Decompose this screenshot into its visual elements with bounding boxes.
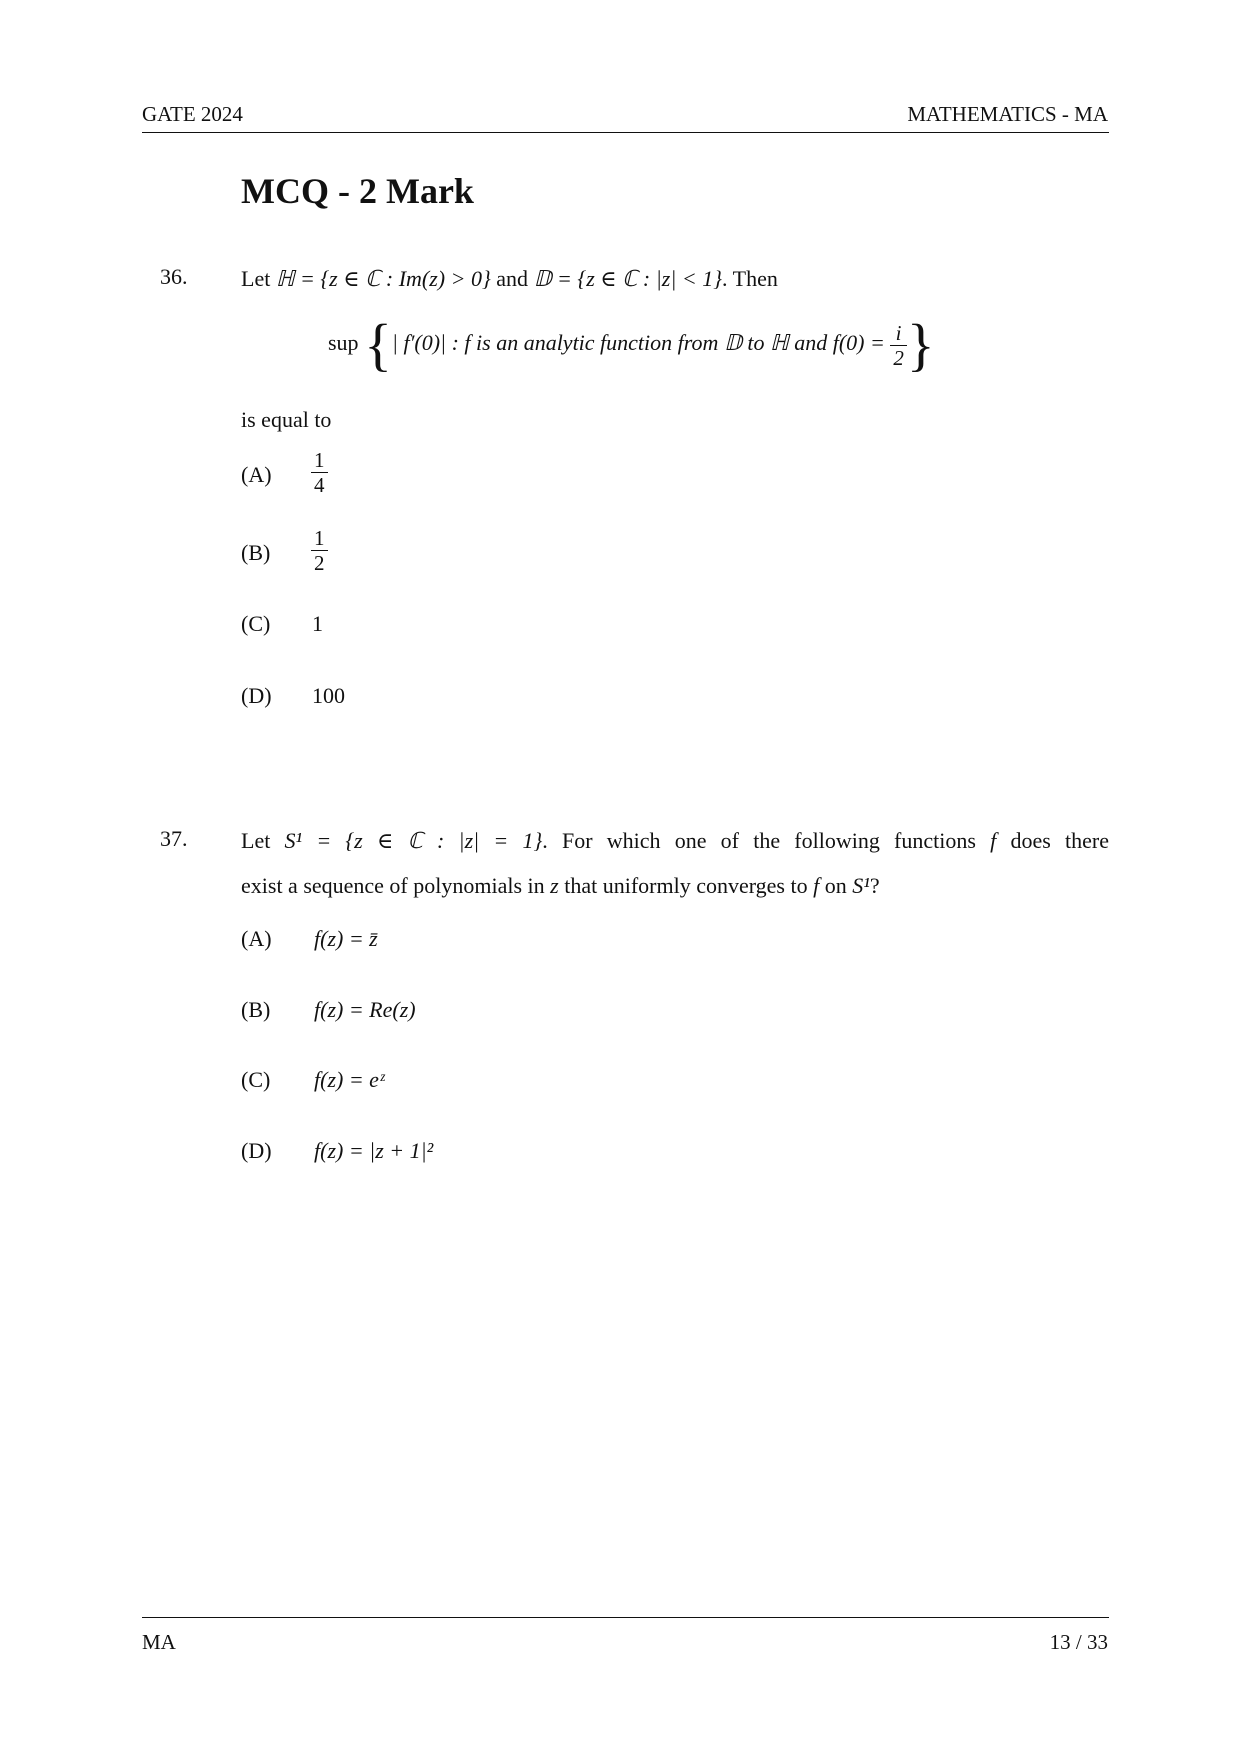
sup-operator: sup xyxy=(328,330,359,356)
q36-H-definition: ℍ = {z ∈ ℂ : Im(z) > 0} xyxy=(275,266,491,291)
footer-rule xyxy=(142,1617,1109,1618)
frac-num: 1 xyxy=(314,526,325,550)
q37-option-b-label: (B) xyxy=(241,997,271,1022)
question-36-intro xyxy=(241,264,778,294)
q36-option-a-label: (A) xyxy=(241,462,272,487)
q36-intro-pre: Let xyxy=(241,266,276,291)
fraction-1-over-4 xyxy=(311,448,328,497)
header-rule xyxy=(142,132,1109,133)
question-37-line-2 xyxy=(241,871,880,901)
right-brace: } xyxy=(906,312,935,377)
q36-option-a-value xyxy=(311,448,328,497)
page-number: 13 / 33 xyxy=(1049,1630,1108,1654)
question-number-36: 36. xyxy=(160,264,188,289)
q36-option-b-label: (B) xyxy=(241,540,271,565)
header-right: MATHEMATICS - MA xyxy=(907,102,1108,126)
q37-option-c-value: f(z) = eᶻ xyxy=(314,1067,385,1092)
q37-text-4: that uniformly converges to xyxy=(558,873,814,898)
q36-option-b-value xyxy=(311,526,328,575)
footer-left: MA xyxy=(142,1630,176,1654)
q36-option-c-label: (C) xyxy=(241,611,271,636)
q37-z: z xyxy=(550,873,559,898)
frac-den: 4 xyxy=(311,472,328,497)
q37-S1: S¹ xyxy=(852,873,870,898)
left-brace: { xyxy=(364,312,392,377)
q37-f: f xyxy=(990,828,997,853)
fraction-numerator: i xyxy=(895,320,902,345)
q37-S1-definition: S¹ = {z ∈ ℂ : |z| = 1} xyxy=(284,828,543,853)
q37-option-d-value: f(z) = |z + 1|² xyxy=(314,1138,434,1163)
q36-option-d-label: (D) xyxy=(241,683,272,708)
q37-option-a-label: (A) xyxy=(241,926,272,951)
header-left: GATE 2024 xyxy=(142,102,243,126)
q36-option-d-value: 100 xyxy=(312,683,345,708)
q36-option-c-value: 1 xyxy=(312,611,323,636)
q37-question-mark: ? xyxy=(869,873,880,898)
frac-den: 2 xyxy=(311,550,328,575)
q36-and: and xyxy=(490,266,534,291)
is-equal-to: is equal to xyxy=(241,407,332,432)
q37-option-c-label: (C) xyxy=(241,1067,271,1092)
q37-text-3: exist a sequence of polynomials in xyxy=(241,873,551,898)
fraction-1-over-2 xyxy=(311,526,328,575)
question-36-sup-expression xyxy=(328,312,935,377)
q36-D-definition: 𝔻 = {z ∈ ℂ : |z| < 1} xyxy=(533,266,723,291)
q37-f-2: f xyxy=(813,873,820,898)
sup-set-body: | f′(0)| : f is an analytic function from 𝔻 to ℍ and f(0) = xyxy=(391,330,885,356)
q37-option-d-label: (D) xyxy=(241,1138,272,1163)
q37-text-1: . For which one of the following functions xyxy=(542,828,991,853)
q36-then: . Then xyxy=(722,266,778,291)
fraction-i-over-2 xyxy=(890,321,907,370)
fraction-denominator: 2 xyxy=(890,345,907,370)
q37-text-5: on xyxy=(819,873,853,898)
question-37-line-1 xyxy=(241,826,1109,856)
q37-let: Let xyxy=(241,828,285,853)
q37-option-a-value: f(z) = z̄ xyxy=(314,926,378,951)
q37-text-2: does there xyxy=(996,828,1109,853)
q37-option-b-value: f(z) = Re(z) xyxy=(314,997,416,1022)
frac-num: 1 xyxy=(314,448,325,472)
section-title: MCQ - 2 Mark xyxy=(241,171,474,211)
question-number-37: 37. xyxy=(160,826,188,851)
